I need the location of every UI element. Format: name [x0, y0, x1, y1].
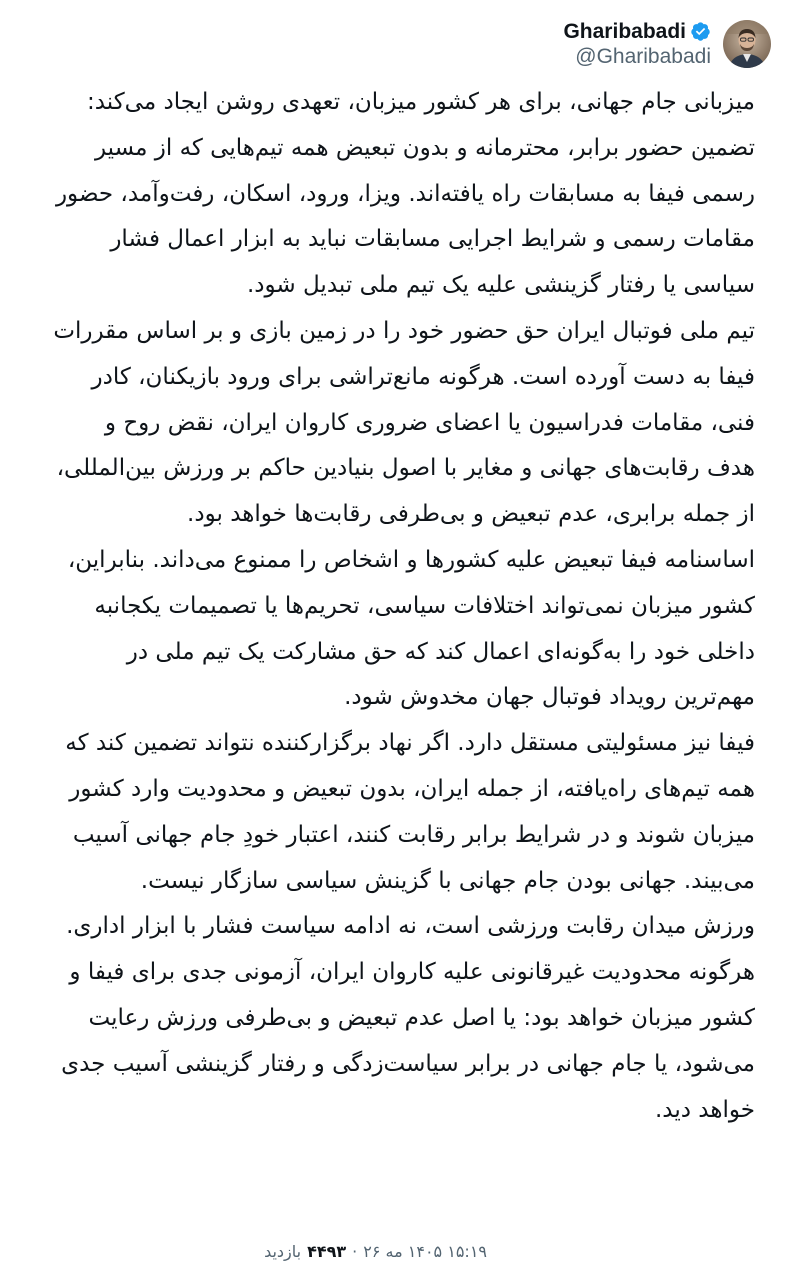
avatar-image — [723, 20, 771, 68]
tweet-header — [563, 12, 771, 76]
tweet-paragraph-2: تیم ملی فوتبال ایران حق حضور خود را در زمین بازی و بر اساس مقررات فیفا به دست آورده است. هرگونه مانع‌تراشی برای ورود بازیکنان، کادر فنی، مقامات فدراسیون یا اعضای ضروری کاروان ایران، نقض روح و هدف رقابت‌های جهانی و مغایر با اصول بنیادین حاکم بر ورزش بین‌المللی، از جمله برابری، عدم تبعیض و بی‌طرفی رقابت‌ها خواهد بود. — [53, 317, 755, 528]
tweet-paragraph-5: ورزش میدان رقابت ورزشی است، نه ادامه سیاست فشار با ابزار اداری. هرگونه محدودیت غیرقانونی علیه کاروان ایران، آزمونی جدی برای فیفا و کشور میزبان خواهد بود: یا اصل عدم تبعیض و بی‌طرفی ورزش رعایت می‌شود، یا جام جهانی در برابر سیاست‌زدگی و رفتار گزینشی آسیب جدی خواهد دید. — [61, 913, 755, 1123]
tweet-paragraph-1: میزبانی جام جهانی، برای هر کشور میزبان، تعهدی روشن ایجاد می‌کند: تضمین حضور برابر، محترمانه و بدون تبعیض همه تیم‌هایی که از مسیر رسمی فیفا به مسابقات راه یافته‌اند. ویزا، ورود، اسکان، رفت‌وآمد، حضور مقامات رسمی و شرایط اجرایی مسابقات نباید به ابزار اعمال فشار سیاسی یا رفتار گزینشی علیه یک تیم ملی تبدیل شود. — [55, 89, 755, 299]
tweet-meta — [0, 1236, 795, 1266]
tweet-paragraph-3: اساسنامه فیفا تبعیض علیه کشورها و اشخاص را ممنوع می‌داند. بنابراین، کشور میزبان نمی‌تواند اختلافات سیاسی، تحریم‌ها یا تصمیمات یکجانبه داخلی خود را به‌گونه‌ای اعمال کند که حق مشارکت یک تیم ملی در مهم‌ترین رویداد فوتبال جهان مخدوش شود. — [67, 546, 755, 711]
views-count: ۴۴۹۳ — [307, 1241, 347, 1261]
views-label: بازدید — [264, 1241, 302, 1261]
author-handle[interactable]: @Gharibabadi — [575, 44, 711, 68]
author-names — [563, 20, 711, 69]
tweet-paragraph-4: فیفا نیز مسئولیتی مستقل دارد. اگر نهاد برگزارکننده نتواند تضمین کند که همه تیم‌های راه‌یافته، از جمله ایران، بدون تبعیض و محدودیت وارد کشور میزبان شوند و در شرایط برابر رقابت کنند، اعتبار خودِ جام جهانی آسیب می‌بیند. جهانی بودن جام جهانی با گزینش سیاسی سازگار نیست. — [65, 730, 755, 894]
author-display-name[interactable]: Gharibabadi — [563, 19, 686, 43]
verified-badge-icon — [690, 21, 711, 42]
tweet-text — [52, 80, 755, 1133]
name-row — [563, 20, 711, 44]
meta-separator: · — [352, 1241, 358, 1261]
tweet-timestamp[interactable]: ۱۵:۱۹ ۱۴۰۵ مه ۲۶ — [363, 1241, 487, 1261]
avatar[interactable] — [723, 20, 771, 68]
